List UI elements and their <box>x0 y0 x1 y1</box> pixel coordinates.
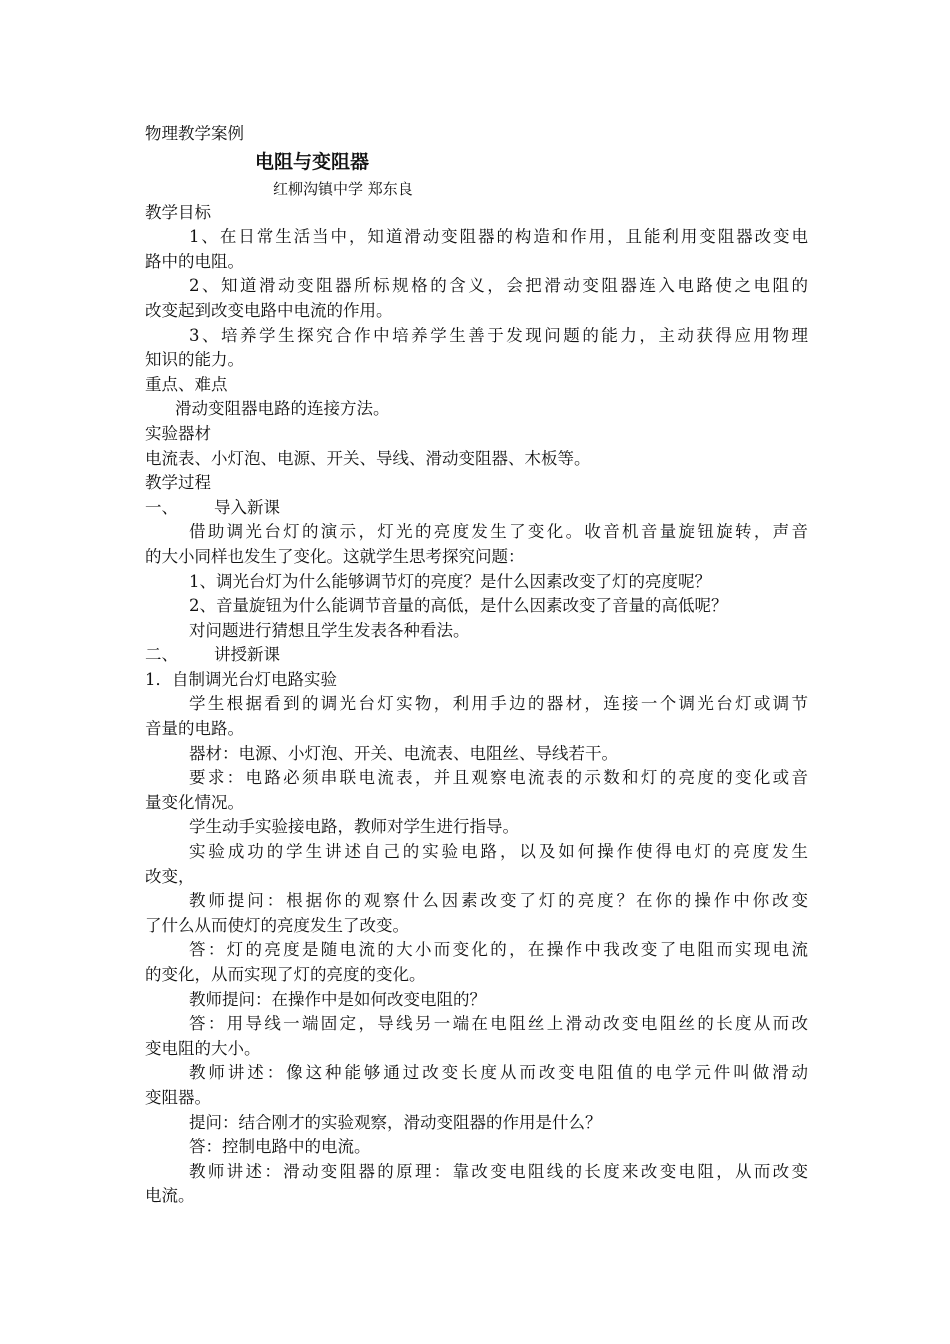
doc-category: 物理教学案例 <box>145 124 244 143</box>
subsection-1-heading: 1．自制调光台灯电路实验 <box>145 669 337 689</box>
paragraph-4: 器材：电源、小灯泡、开关、电流表、电阻丝、导线若干。 <box>189 743 618 763</box>
paragraph-11-line-1: 答：用导线一端固定，导线另一端在电阻丝上滑动改变电阻丝的长度从而改 <box>189 1014 808 1034</box>
goal-3-line-1: 3、培养学生探究合作中培养学生善于发现问题的能力，主动获得应用物理 <box>189 325 808 345</box>
paragraph-2: 对问题进行猜想且学生发表各种看法。 <box>189 620 470 640</box>
section-2-heading <box>145 643 808 668</box>
process-heading: 教学过程 <box>145 473 211 493</box>
paragraph-15-line-2: 电流。 <box>145 1186 195 1206</box>
paragraph-8-line-1: 教师提问：根据你的观察什么因素改变了灯的亮度？在你的操作中你改变 <box>189 891 808 911</box>
paragraph-5-line-1: 要求：电路必须串联电流表，并且观察电流表的示数和灯的亮度的变化或音 <box>189 768 808 788</box>
equip-heading: 实验器材 <box>145 423 211 443</box>
goal-1-line-1: 1、在日常生活当中，知道滑动变阻器的构造和作用，且能利用变阻器改变电 <box>189 227 808 247</box>
paragraph-3-line-2: 音量的电路。 <box>145 719 244 739</box>
section-2-number: 二、 <box>145 645 178 665</box>
goal-2-line-1: 2、知道滑动变阻器所标规格的含义，会把滑动变阻器连入电路使之电阻的 <box>189 276 808 296</box>
equip-text: 电流表、小灯泡、电源、开关、导线、滑动变阻器、木板等。 <box>145 448 591 468</box>
paragraph-13: 提问：结合刚才的实验观察，滑动变阻器的作用是什么？ <box>189 1112 602 1132</box>
paragraph-15-line-1: 教师讲述：滑动变阻器的原理：靠改变电阻线的长度来改变电阻，从而改变 <box>189 1161 808 1181</box>
section-1-title: 导入新课 <box>214 497 280 517</box>
paragraph-10: 教师提问：在操作中是如何改变电阻的？ <box>189 989 486 1009</box>
paragraph-5-line-2: 量变化情况。 <box>145 792 244 812</box>
document-page <box>145 122 808 1209</box>
section-2-title: 讲授新课 <box>214 645 280 665</box>
goals-heading: 教学目标 <box>145 202 211 222</box>
paragraph-9-line-2: 的变化，从而实现了灯的亮度的变化。 <box>145 965 426 984</box>
section-1-number: 一、 <box>145 497 178 517</box>
paragraph-8-line-2: 了什么从而使灯的亮度发生了改变。 <box>145 915 409 935</box>
section-1-heading <box>145 496 808 521</box>
key-text: 滑动变阻器电路的连接方法。 <box>175 399 390 419</box>
paragraph-12-line-2: 变阻器。 <box>145 1087 211 1107</box>
paragraph-1-line-1: 借助调光台灯的演示，灯光的亮度发生了变化。收音机音量旋钮旋转，声音 <box>189 522 808 542</box>
paragraph-6: 学生动手实验接电路，教师对学生进行指导。 <box>189 817 519 837</box>
goal-2-line-2: 改变起到改变电路中电流的作用。 <box>145 300 393 320</box>
paragraph-14: 答：控制电路中的电流。 <box>189 1137 371 1157</box>
paragraph-3-line-1: 学生根据看到的调光台灯实物，利用手边的器材，连接一个调光台灯或调节 <box>189 694 808 714</box>
paragraph-7-line-1: 实验成功的学生讲述自己的实验电路，以及如何操作使得电灯的亮度发生 <box>189 842 808 862</box>
doc-title: 电阻与变阻器 <box>255 150 370 173</box>
goal-3-line-2: 知识的能力。 <box>145 350 244 370</box>
paragraph-11-line-2: 变电阻的大小。 <box>145 1038 261 1058</box>
key-heading: 重点、难点 <box>145 374 228 394</box>
paragraph-1-line-2: 的大小同样也发生了变化。这就学生思考探究问题： <box>145 546 525 566</box>
paragraph-9-line-1: 答：灯的亮度是随电流的大小而变化的，在操作中我改变了电阻而实现电流 <box>189 940 808 960</box>
paragraph-12-line-1: 教师讲述：像这种能够通过改变长度从而改变电阻值的电学元件叫做滑动 <box>189 1063 808 1083</box>
doc-author: 红柳沟镇中学 郑东良 <box>273 179 413 198</box>
question-1: 1、调光台灯为什么能够调节灯的亮度？是什么因素改变了灯的亮度呢？ <box>189 571 711 591</box>
paragraph-7-line-2: 改变， <box>145 866 195 886</box>
question-2: 2、音量旋钮为什么能调节音量的高低，是什么因素改变了音量的高低呢？ <box>189 596 728 616</box>
goal-1-line-2: 路中的电阻。 <box>145 251 244 271</box>
